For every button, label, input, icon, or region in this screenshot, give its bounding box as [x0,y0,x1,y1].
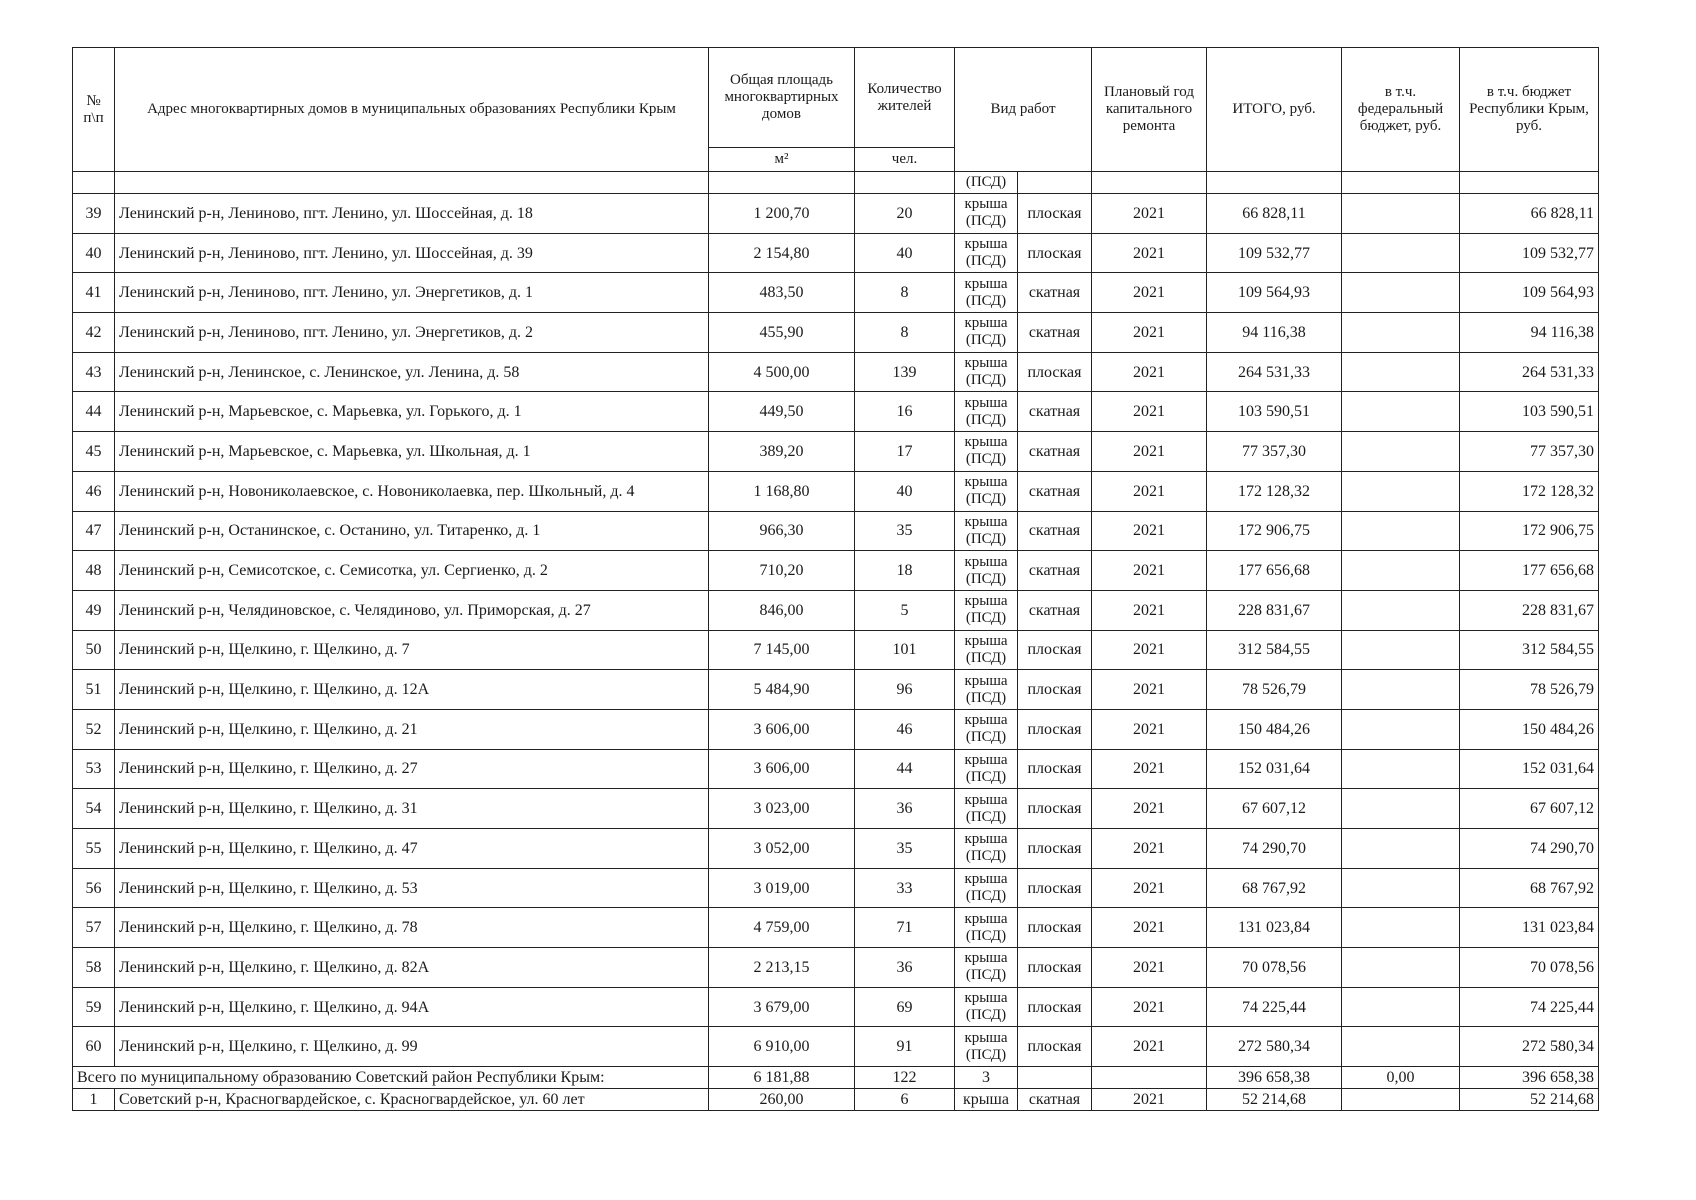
row-federal [1342,709,1460,749]
row-residents: 8 [855,313,955,353]
row-total: 264 531,33 [1207,352,1342,392]
row-regional: 77 357,30 [1460,432,1599,472]
row-residents: 40 [855,471,955,511]
row-address: Ленинский р-н, Щелкино, г. Щелкино, д. 82А [115,948,709,988]
row-work-type: крыша [955,1089,1018,1111]
row-year: 2021 [1092,511,1207,551]
row-number: 41 [73,273,115,313]
row-roof-type: скатная [1018,273,1092,313]
row-residents: 40 [855,233,955,273]
row-number: 60 [73,1027,115,1067]
row-area: 1 200,70 [709,194,855,234]
row-regional: 74 225,44 [1460,987,1599,1027]
row-total: 52 214,68 [1207,1089,1342,1111]
row-federal [1342,829,1460,869]
row-federal [1342,432,1460,472]
row-roof-type: плоская [1018,987,1092,1027]
row-year: 2021 [1092,392,1207,432]
row-regional: 131 023,84 [1460,908,1599,948]
row-federal [1342,590,1460,630]
row-address: Ленинский р-н, Щелкино, г. Щелкино, д. 99 [115,1027,709,1067]
row-work-type: крыша (ПСД) [955,392,1018,432]
row-regional: 66 828,11 [1460,194,1599,234]
row-year: 2021 [1092,551,1207,591]
row-federal [1342,392,1460,432]
row-work-type: крыша (ПСД) [955,551,1018,591]
header-residents: Количество жителей [855,48,955,148]
row-residents: 46 [855,709,955,749]
row-total: 68 767,92 [1207,868,1342,908]
row-work-type: крыша (ПСД) [955,273,1018,313]
row-number: 49 [73,590,115,630]
row-total: 78 526,79 [1207,670,1342,710]
table-row [73,908,1599,948]
row-area: 3 052,00 [709,829,855,869]
row-number: 57 [73,908,115,948]
row-area: 710,20 [709,551,855,591]
row-year: 2021 [1092,709,1207,749]
row-address: Ленинский р-н, Щелкино, г. Щелкино, д. 47 [115,829,709,869]
row-roof-type: плоская [1018,1027,1092,1067]
table-row [73,1089,1599,1111]
header-area: Общая площадь многоквартирных домов [709,48,855,148]
row-work-type: крыша (ПСД) [955,948,1018,988]
row-number: 48 [73,551,115,591]
row-number: 51 [73,670,115,710]
subtotal-total: 396 658,38 [1207,1067,1342,1089]
row-address: Ленинский р-н, Лениново, пгт. Ленино, ул. Энергетиков, д. 2 [115,313,709,353]
row-year: 2021 [1092,948,1207,988]
row-area: 2 213,15 [709,948,855,988]
row-regional: 264 531,33 [1460,352,1599,392]
row-year: 2021 [1092,273,1207,313]
row-federal [1342,194,1460,234]
row-number: 43 [73,352,115,392]
table-row [73,789,1599,829]
continuation-row [73,172,1599,194]
table-row [73,868,1599,908]
row-federal [1342,1089,1460,1111]
row-area: 449,50 [709,392,855,432]
row-number: 56 [73,868,115,908]
row-work-type: крыша (ПСД) [955,709,1018,749]
row-regional: 103 590,51 [1460,392,1599,432]
row-number: 53 [73,749,115,789]
row-roof-type: плоская [1018,948,1092,988]
row-work-type: крыша (ПСД) [955,313,1018,353]
row-number: 40 [73,233,115,273]
subtotal-federal: 0,00 [1342,1067,1460,1089]
row-work-type: крыша (ПСД) [955,432,1018,472]
row-roof-type: скатная [1018,471,1092,511]
row-roof-type: плоская [1018,789,1092,829]
row-residents: 71 [855,908,955,948]
row-address: Ленинский р-н, Лениново, пгт. Ленино, ул. Шоссейная, д. 18 [115,194,709,234]
row-total: 66 828,11 [1207,194,1342,234]
row-roof-type: плоская [1018,630,1092,670]
row-residents: 36 [855,789,955,829]
row-regional: 67 607,12 [1460,789,1599,829]
capital-repair-table [72,47,1599,1111]
row-federal [1342,233,1460,273]
row-area: 6 910,00 [709,1027,855,1067]
row-roof-type: плоская [1018,908,1092,948]
row-year: 2021 [1092,313,1207,353]
row-roof-type: плоская [1018,868,1092,908]
row-roof-type: скатная [1018,432,1092,472]
row-number: 52 [73,709,115,749]
row-address: Ленинский р-н, Щелкино, г. Щелкино, д. 31 [115,789,709,829]
unit-residents: чел. [855,148,955,172]
row-address: Ленинский р-н, Челядиновское, с. Челядиново, ул. Приморская, д. 27 [115,590,709,630]
row-total: 228 831,67 [1207,590,1342,630]
subtotal-work-count: 3 [955,1067,1018,1089]
row-residents: 8 [855,273,955,313]
row-address: Ленинский р-н, Лениново, пгт. Ленино, ул. Энергетиков, д. 1 [115,273,709,313]
table-row [73,392,1599,432]
row-roof-type: скатная [1018,551,1092,591]
table-row [73,987,1599,1027]
row-roof-type: плоская [1018,670,1092,710]
row-number: 1 [73,1089,115,1111]
row-federal [1342,471,1460,511]
row-residents: 36 [855,948,955,988]
row-address: Ленинский р-н, Щелкино, г. Щелкино, д. 7 [115,630,709,670]
row-roof-type: скатная [1018,392,1092,432]
row-area: 3 606,00 [709,749,855,789]
row-area: 1 168,80 [709,471,855,511]
header-address: Адрес многоквартирных домов в муниципальных образованиях Республики Крым [115,48,709,172]
row-address: Ленинский р-н, Щелкино, г. Щелкино, д. 27 [115,749,709,789]
row-federal [1342,313,1460,353]
row-year: 2021 [1092,233,1207,273]
row-total: 131 023,84 [1207,908,1342,948]
row-work-type: крыша (ПСД) [955,868,1018,908]
row-residents: 96 [855,670,955,710]
subtotal-label: Всего по муниципальному образованию Советский район Республики Крым: [73,1067,709,1089]
table-row [73,630,1599,670]
row-year: 2021 [1092,868,1207,908]
row-address: Ленинский р-н, Ленинское, с. Ленинское, ул. Ленина, д. 58 [115,352,709,392]
row-residents: 20 [855,194,955,234]
row-total: 74 225,44 [1207,987,1342,1027]
row-regional: 52 214,68 [1460,1089,1599,1111]
row-federal [1342,908,1460,948]
row-regional: 74 290,70 [1460,829,1599,869]
row-roof-type: скатная [1018,511,1092,551]
row-work-type: крыша (ПСД) [955,194,1018,234]
row-total: 172 128,32 [1207,471,1342,511]
subtotal-regional: 396 658,38 [1460,1067,1599,1089]
row-residents: 33 [855,868,955,908]
row-federal [1342,749,1460,789]
table-row [73,590,1599,630]
row-total: 109 532,77 [1207,233,1342,273]
row-year: 2021 [1092,352,1207,392]
row-area: 966,30 [709,511,855,551]
row-roof-type: плоская [1018,233,1092,273]
row-residents: 101 [855,630,955,670]
row-federal [1342,511,1460,551]
row-roof-type: плоская [1018,829,1092,869]
row-area: 4 759,00 [709,908,855,948]
row-regional: 172 128,32 [1460,471,1599,511]
row-work-type: крыша (ПСД) [955,749,1018,789]
row-area: 3 606,00 [709,709,855,749]
row-number: 39 [73,194,115,234]
row-federal [1342,670,1460,710]
row-work-type: крыша (ПСД) [955,471,1018,511]
row-total: 77 357,30 [1207,432,1342,472]
row-work-type: крыша (ПСД) [955,511,1018,551]
table-row [73,313,1599,353]
row-year: 2021 [1092,670,1207,710]
header-regional: в т.ч. бюджет Республики Крым, руб. [1460,48,1599,172]
table-row [73,194,1599,234]
row-number: 42 [73,313,115,353]
row-residents: 16 [855,392,955,432]
row-roof-type: плоская [1018,194,1092,234]
row-area: 5 484,90 [709,670,855,710]
row-number: 54 [73,789,115,829]
row-number: 50 [73,630,115,670]
row-number: 46 [73,471,115,511]
table-row [73,948,1599,988]
table-row [73,233,1599,273]
row-federal [1342,948,1460,988]
row-total: 70 078,56 [1207,948,1342,988]
row-year: 2021 [1092,194,1207,234]
work-type-continuation: (ПСД) [955,172,1018,194]
row-residents: 18 [855,551,955,591]
unit-area: м² [709,148,855,172]
row-work-type: крыша (ПСД) [955,233,1018,273]
row-residents: 44 [855,749,955,789]
row-area: 389,20 [709,432,855,472]
header-work-type: Вид работ [955,48,1092,172]
row-year: 2021 [1092,471,1207,511]
row-number: 44 [73,392,115,432]
table-row [73,511,1599,551]
row-total: 152 031,64 [1207,749,1342,789]
row-year: 2021 [1092,1027,1207,1067]
row-area: 7 145,00 [709,630,855,670]
row-address: Ленинский р-н, Щелкино, г. Щелкино, д. 21 [115,709,709,749]
row-total: 74 290,70 [1207,829,1342,869]
row-federal [1342,868,1460,908]
row-address: Ленинский р-н, Семисотское, с. Семисотка, ул. Сергиенко, д. 2 [115,551,709,591]
table-row [73,551,1599,591]
row-area: 846,00 [709,590,855,630]
row-regional: 70 078,56 [1460,948,1599,988]
row-total: 94 116,38 [1207,313,1342,353]
row-regional: 109 564,93 [1460,273,1599,313]
row-residents: 35 [855,511,955,551]
row-residents: 69 [855,987,955,1027]
header-total: ИТОГО, руб. [1207,48,1342,172]
row-work-type: крыша (ПСД) [955,352,1018,392]
header-federal: в т.ч. федеральный бюджет, руб. [1342,48,1460,172]
row-residents: 17 [855,432,955,472]
row-address: Советский р-н, Красногвардейское, с. Красногвардейское, ул. 60 лет [115,1089,709,1111]
row-area: 483,50 [709,273,855,313]
row-residents: 6 [855,1089,955,1111]
row-year: 2021 [1092,630,1207,670]
row-address: Ленинский р-н, Марьевское, с. Марьевка, ул. Горького, д. 1 [115,392,709,432]
row-work-type: крыша (ПСД) [955,908,1018,948]
row-regional: 177 656,68 [1460,551,1599,591]
row-regional: 94 116,38 [1460,313,1599,353]
row-address: Ленинский р-н, Новониколаевское, с. Новониколаевка, пер. Школьный, д. 4 [115,471,709,511]
row-number: 55 [73,829,115,869]
row-total: 103 590,51 [1207,392,1342,432]
table-row [73,471,1599,511]
row-total: 150 484,26 [1207,709,1342,749]
row-federal [1342,987,1460,1027]
row-work-type: крыша (ПСД) [955,829,1018,869]
row-roof-type: скатная [1018,1089,1092,1111]
subtotal-row [73,1067,1599,1089]
row-area: 2 154,80 [709,233,855,273]
row-total: 312 584,55 [1207,630,1342,670]
row-roof-type: плоская [1018,352,1092,392]
row-year: 2021 [1092,789,1207,829]
row-address: Ленинский р-н, Марьевское, с. Марьевка, ул. Школьная, д. 1 [115,432,709,472]
row-year: 2021 [1092,590,1207,630]
subtotal-area: 6 181,88 [709,1067,855,1089]
row-federal [1342,789,1460,829]
row-residents: 5 [855,590,955,630]
row-regional: 172 906,75 [1460,511,1599,551]
row-regional: 109 532,77 [1460,233,1599,273]
row-address: Ленинский р-н, Лениново, пгт. Ленино, ул. Шоссейная, д. 39 [115,233,709,273]
row-work-type: крыша (ПСД) [955,670,1018,710]
row-work-type: крыша (ПСД) [955,590,1018,630]
row-regional: 272 580,34 [1460,1027,1599,1067]
row-work-type: крыша (ПСД) [955,630,1018,670]
row-roof-type: скатная [1018,590,1092,630]
row-roof-type: плоская [1018,709,1092,749]
subtotal-residents: 122 [855,1067,955,1089]
row-work-type: крыша (ПСД) [955,789,1018,829]
table-row [73,352,1599,392]
header-plan-year: Плановый год капитального ремонта [1092,48,1207,172]
row-address: Ленинский р-н, Останинское, с. Останино, ул. Титаренко, д. 1 [115,511,709,551]
row-year: 2021 [1092,829,1207,869]
row-roof-type: скатная [1018,313,1092,353]
row-address: Ленинский р-н, Щелкино, г. Щелкино, д. 78 [115,908,709,948]
table-row [73,1027,1599,1067]
row-address: Ленинский р-н, Щелкино, г. Щелкино, д. 94А [115,987,709,1027]
row-area: 3 019,00 [709,868,855,908]
header-num: № п\п [73,48,115,172]
table-row [73,273,1599,313]
row-regional: 152 031,64 [1460,749,1599,789]
row-address: Ленинский р-н, Щелкино, г. Щелкино, д. 12А [115,670,709,710]
row-area: 3 679,00 [709,987,855,1027]
row-total: 67 607,12 [1207,789,1342,829]
row-year: 2021 [1092,987,1207,1027]
row-regional: 78 526,79 [1460,670,1599,710]
row-number: 45 [73,432,115,472]
row-year: 2021 [1092,908,1207,948]
row-residents: 91 [855,1027,955,1067]
row-federal [1342,630,1460,670]
row-work-type: крыша (ПСД) [955,987,1018,1027]
row-regional: 150 484,26 [1460,709,1599,749]
row-regional: 68 767,92 [1460,868,1599,908]
row-year: 2021 [1092,432,1207,472]
table-row [73,670,1599,710]
table-row [73,432,1599,472]
row-area: 3 023,00 [709,789,855,829]
row-total: 172 906,75 [1207,511,1342,551]
row-work-type: крыша (ПСД) [955,1027,1018,1067]
row-number: 58 [73,948,115,988]
row-year: 2021 [1092,1089,1207,1111]
row-roof-type: плоская [1018,749,1092,789]
row-area: 455,90 [709,313,855,353]
table-row [73,709,1599,749]
row-total: 109 564,93 [1207,273,1342,313]
table-row [73,749,1599,789]
row-number: 59 [73,987,115,1027]
row-federal [1342,352,1460,392]
row-number: 47 [73,511,115,551]
table-row [73,829,1599,869]
row-regional: 312 584,55 [1460,630,1599,670]
row-total: 177 656,68 [1207,551,1342,591]
row-residents: 139 [855,352,955,392]
row-total: 272 580,34 [1207,1027,1342,1067]
row-residents: 35 [855,829,955,869]
row-address: Ленинский р-н, Щелкино, г. Щелкино, д. 53 [115,868,709,908]
row-federal [1342,551,1460,591]
row-federal [1342,1027,1460,1067]
row-year: 2021 [1092,749,1207,789]
row-federal [1342,273,1460,313]
row-area: 260,00 [709,1089,855,1111]
row-area: 4 500,00 [709,352,855,392]
row-regional: 228 831,67 [1460,590,1599,630]
